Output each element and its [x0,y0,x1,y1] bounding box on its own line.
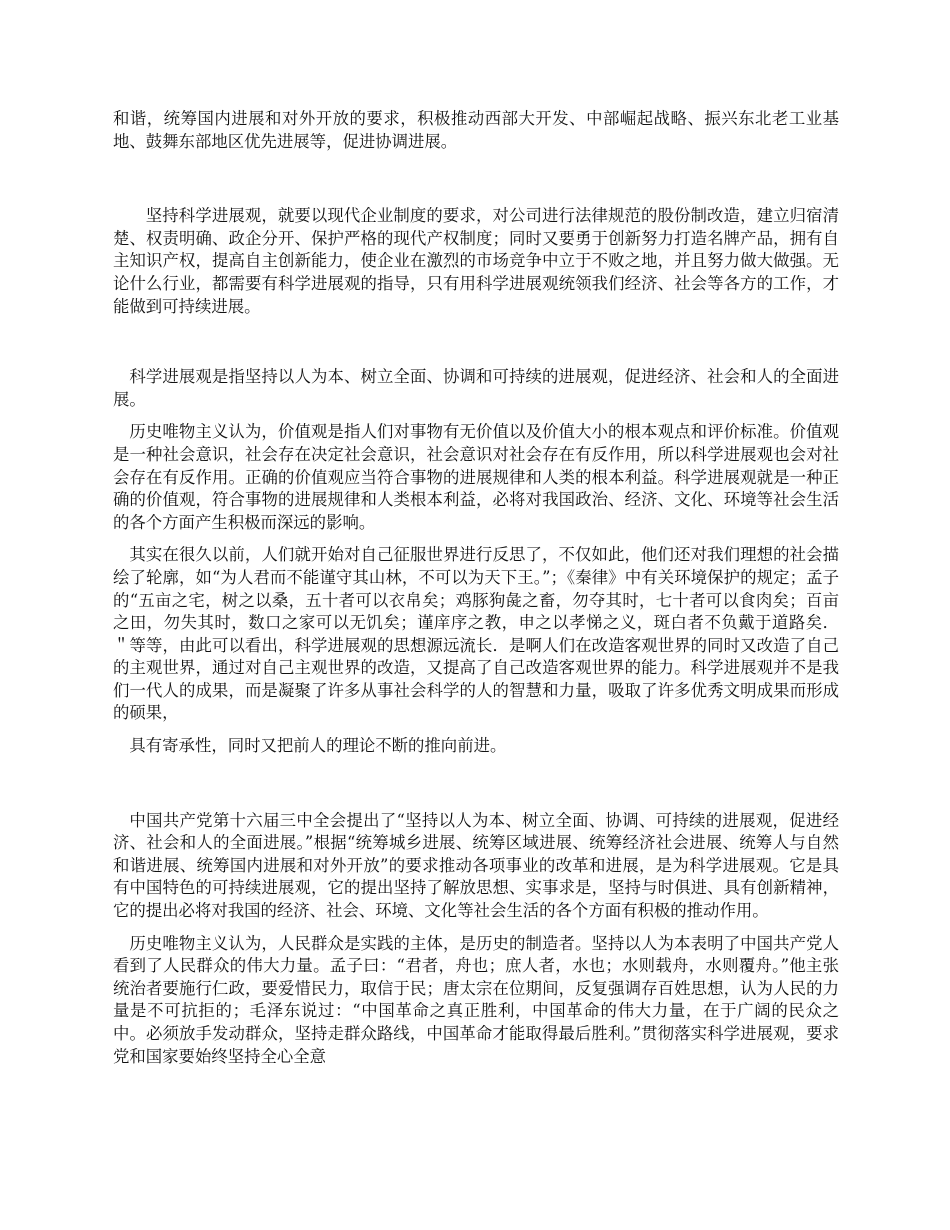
paragraph-7: 中国共产党第十六届三中全会提出了“坚持以人为本、树立全面、协调、可持续的进展观，促进经济、社会和人的全面进展。”根据“统筹城乡进展、统筹区域进展、统筹经济社会进展、统筹人与自然和谐进展、统筹国内进展和对外开放”的要求推动各项事业的改革和进展，是为科学进展观。它是具有中国特色的可持续进展观，它的提出坚持了解放思想、实事求是，坚持与时俱进、具有创新精神，它的提出必将对我国的经济、社会、环境、文化等社会生活的各个方面有积极的推动作用。 [113,810,839,921]
paragraph-2: 坚持科学进展观，就要以现代企业制度的要求，对公司进行法律规范的股份制改造，建立归宿清楚、权责明确、政企分开、保护严格的现代产权制度；同时又要勇于创新努力打造名牌产品，拥有自主知识产权，提高自主创新能力，使企业在激烈的市场竞争中立于不败之地，并且努力做大做强。无论什么行业，都需要有科学进展观的指导，只有用科学进展观统领我们经济、社会等各方的工作，才能做到可持续进展。 [113,206,839,316]
paragraph-4: 历史唯物主义认为，价值观是指人们对事物有无价值以及价值大小的根本观点和评价标准。价值观是一种社会意识，社会存在决定社会意识，社会意识对社会存在有反作用，所以科学进展观也会对社会存在有反作用。正确的价值观应当符合事物的进展规律和人类的根本利益。科学进展观就是一种正确的价值观，符合事物的进展规律和人类根本利益，必将对我国政治、经济、文化、环境等社会生活的各个方面产生积极而深远的影响。 [113,422,839,532]
paragraph-5: 其实在很久以前，人们就开始对自己征服世界进行反思了，不仅如此，他们还对我们理想的社会描绘了轮廓，如“为人君而不能谨守其山林，不可以为天下王。”；《秦律》中有关环境保护的规定；孟子的“五亩之宅，树之以桑，五十者可以衣帛矣；鸡豚狗彘之畜，勿夺其时，七十者可以食肉矣；百亩之田，勿失其时，数口之家可以无饥矣；谨庠序之教，申之以孝悌之义，斑白者不负戴于道路矣． ＂等等，由此可以看出，科学进展观的思想源远流长．是啊人们在改造客观世界的同时又改造了自己的主观世界，通过对自己主观世界的改造，又提高了自己改造客观世界的能力。科学进展观并不是我们一代人的成果，而是凝聚了许多从事社会科学的人的智慧和力量，吸取了许多优秀文明成果而形成的硕果， [113,545,845,723]
paragraph-8: 历史唯物主义认为，人民群众是实践的主体，是历史的制造者。坚持以人为本表明了中国共产党人看到了人民群众的伟大力量。孟子曰：“君者，舟也；庶人者，水也；水则载舟，水则覆舟。”他主张统治者要施行仁政，要爱惜民力，取信于民；唐太宗在位期间，反复强调存百姓思想，认为人民的力量是不可抗拒的；毛泽东说过：“中国革命之真正胜利，中国革命的伟大力量，在于广阔的民众之中。必须放手发动群众，坚持走群众路线，中国革命才能取得最后胜利。”贯彻落实科学进展观，要求党和国家要始终坚持全心全意 [113,933,839,1066]
paragraph-1: 和谐，统筹国内进展和对外开放的要求，积极推动西部大开发、中部崛起战略、振兴东北老工业基地、鼓舞东部地区优先进展等，促进协调进展。 [113,109,839,151]
paragraph-3: 科学进展观是指坚持以人为本、树立全面、协调和可持续的进展观，促进经济、社会和人的全面进展。 [113,367,839,409]
paragraph-6: 具有寄承性，同时又把前人的理论不断的推向前进。 [129,736,507,756]
document-page [113,108,845,1068]
